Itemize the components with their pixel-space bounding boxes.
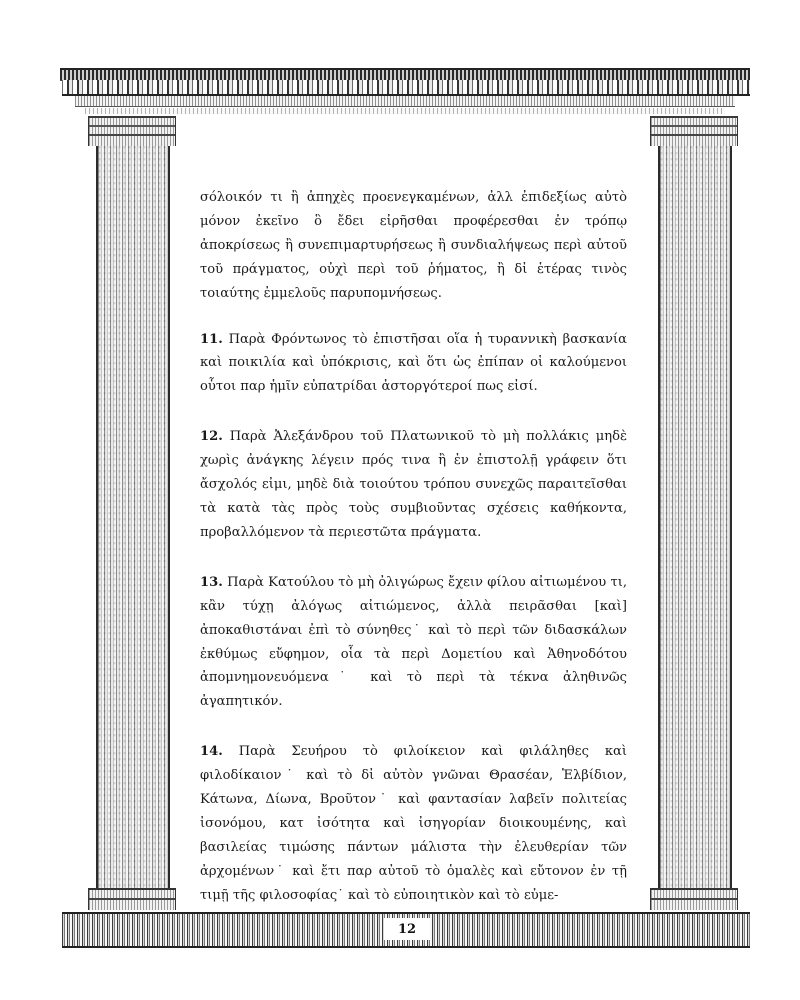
paragraph-11 (200, 328, 627, 400)
entablature-architrave (75, 96, 735, 107)
paragraph-number: 14. (200, 744, 223, 760)
paragraph-number: 11. (200, 331, 223, 347)
paragraph-text: Παρὰ Φρόντωνος τὸ ἐπιστῆσαι οἵα ἡ τυραννικὴ βασκανία καὶ ποικιλία καὶ ὑπόκρισις, καὶ ὅτι ὡς ἐπίπαν οἱ καλούμενοι οὗτοι παρ ἡμῖν εὐπατρίδαι ἀστοργότεροί πως εἰσί. (200, 331, 627, 395)
right-column-capital (650, 116, 738, 146)
paragraph-14 (200, 740, 627, 907)
entablature-molding (85, 108, 725, 114)
right-column-shaft (658, 146, 732, 888)
page-text-block (200, 186, 627, 934)
paragraph-text: Παρὰ Σευήρου τὸ φιλοίκειον καὶ φιλάληθες καὶ φιλοδίκαιον˙ καὶ τὸ δἰ αὐτὸν γνῶναι Θρασέαν, Ἑλβίδιον, Κάτωνα, Δίωνα, Βροῦτον˙ καὶ φαντασίαν λαβεῖν πολιτείας ἰσονόμου, κατ ἰσότητα καὶ ἰσηγορίαν διοικουμένης, καὶ βασιλείας τιμώσης πάντων μάλιστα τὴν ἐλευθερίαν τῶν ἀρχομένων˙ καὶ ἔτι παρ αὐτοῦ τὸ ὁμαλὲς καὶ εὔτονον ἐν τῇ τιμῇ τῆς φιλοσοφίας˙ καὶ τὸ εὐποιητικὸν καὶ τὸ εὐμε- (200, 744, 627, 903)
left-column-capital (88, 116, 176, 146)
left-column-shaft (96, 146, 170, 888)
paragraph-text: Παρὰ Κατούλου τὸ μὴ ὀλιγώρως ἔχειν φίλου αἰτιωμένου τι, κἂν τύχῃ ἀλόγως αἰτιώμενος, ἀλλὰ πειρᾶσθαι [καὶ] ἀποκαθιστάναι ἐπὶ τὸ σύνηθες˙ καὶ τὸ περὶ τῶν διδασκάλων ἐκθύμως εὔφημον, οἷα τὰ περὶ Δομετίου καὶ Ἀθηνοδότου ἀπομνημονευόμενα˙ καὶ τὸ περὶ τὰ τέκνα ἀληθινῶς ἀγαπητικόν. (200, 574, 627, 710)
paragraph-text: Παρὰ Ἀλεξάνδρου τοῦ Πλατωνικοῦ τὸ μὴ πολλάκις μηδὲ χωρὶς ἀνάγκης λέγειν πρός τινα ἢ ἐν ἐπιστολῇ γράφειν ὅτι ἄσχολός εἰμι, μηδὲ διὰ τοιούτου τρόπου συνεχῶς παραιτεῖσθαι τὰ κατὰ τὰς πρὸς τοὺς συμβιοῦντας σχέσεις καθήκοντα, προβαλλόμενον τὰ περιεστῶτα πράγματα. (200, 429, 627, 540)
paragraph-12 (200, 425, 627, 545)
paragraph-number: 13. (200, 574, 223, 590)
paragraph-13 (200, 571, 627, 714)
right-column-base (650, 888, 738, 910)
page-number: 12 (384, 918, 430, 940)
paragraph-continued (200, 186, 627, 306)
paragraph-number: 12. (200, 429, 223, 445)
left-column-base (88, 888, 176, 910)
paragraph-text: σόλοικόν τι ἢ ἀπηχὲς προενεγκαμένων, ἀλλ ἐπιδεξίως αὐτὸ μόνον ἐκεῖνο ὃ ἔδει εἰρῆσθαι προφέρεσθαι ἐν τρόπῳ ἀποκρίσεως ἢ συνεπιμαρτυρήσεως ἢ συνδιαλήψεως περὶ αὐτοῦ τοῦ πράγματος, οὐχὶ περὶ τοῦ ῥήματος, ἢ δἰ ἑτέρας τινὸς τοιαύτης ἐμμελοῦς παρυπομνήσεως. (200, 190, 627, 301)
entablature-frieze (62, 80, 750, 96)
